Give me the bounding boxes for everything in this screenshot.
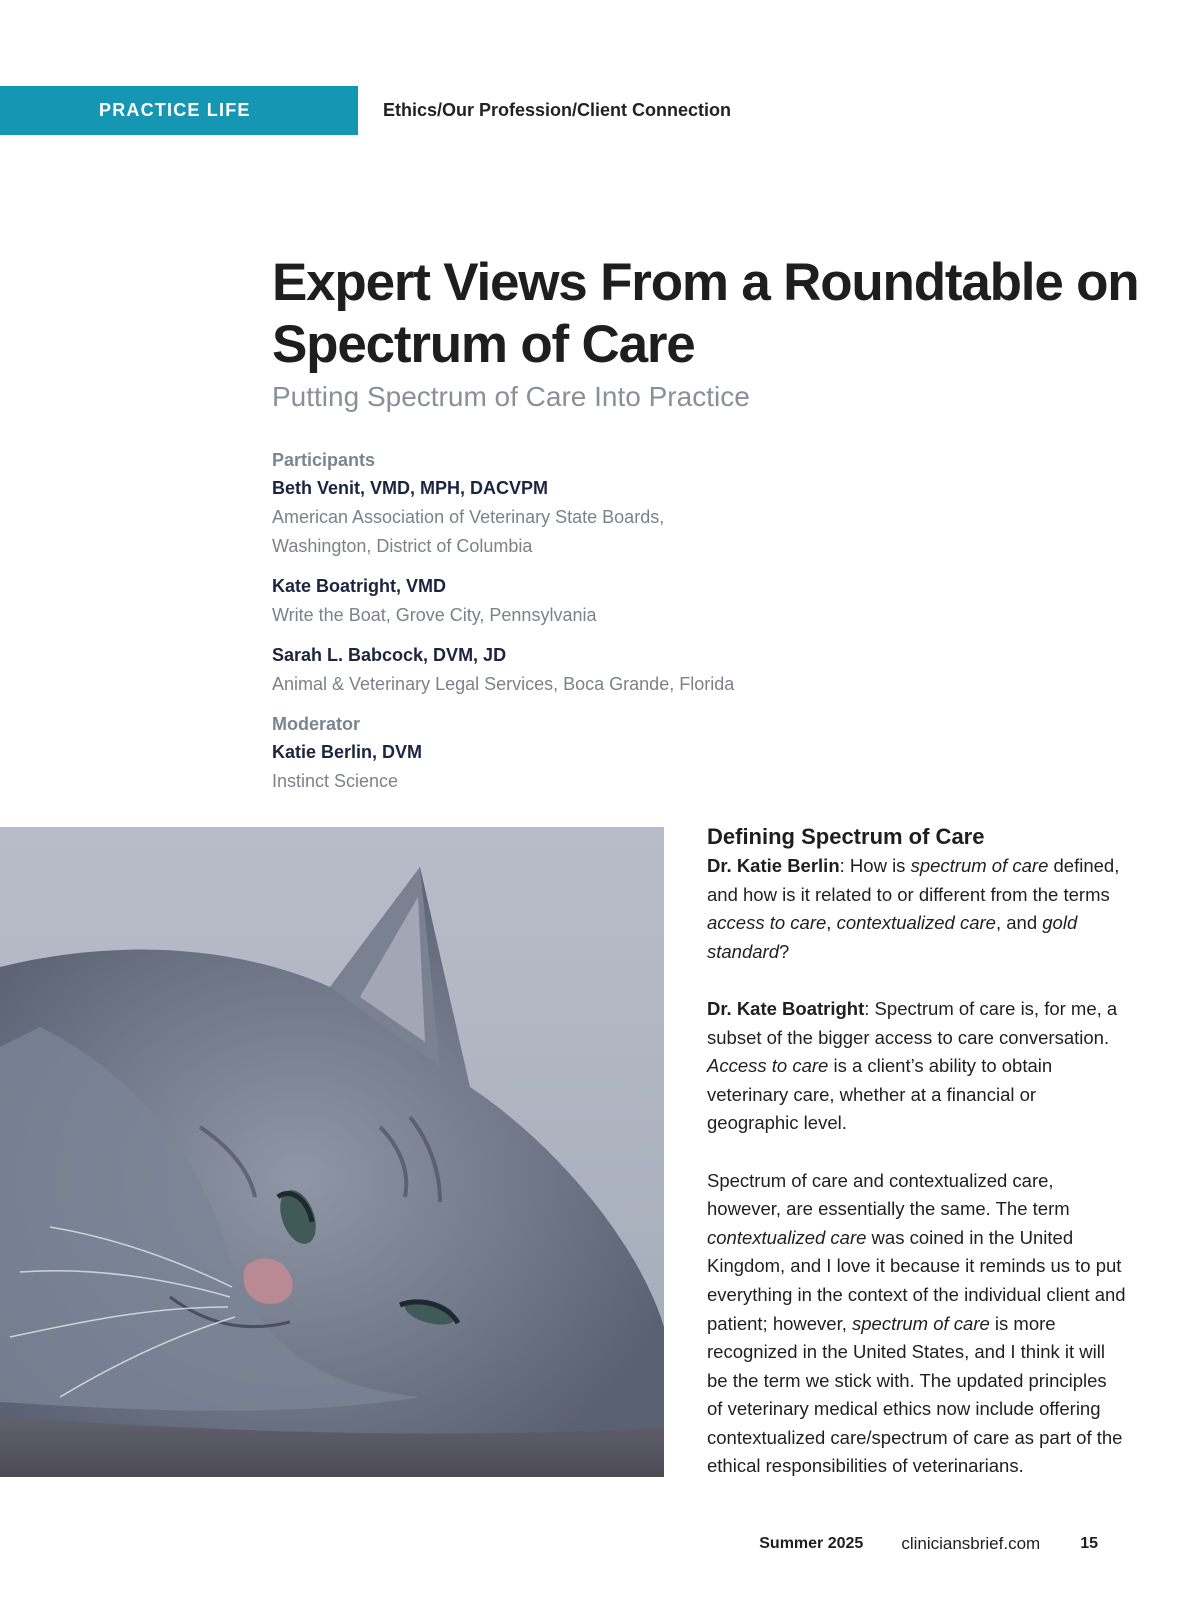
term-italic: Access to care: [707, 1055, 829, 1077]
site-link[interactable]: cliniciansbrief.com: [901, 1534, 1041, 1553]
body-text: ,: [826, 912, 837, 934]
participant-affiliation: American Association of Veterinary State Boards, Washington, District of Columbia: [272, 507, 665, 556]
participant-affiliation: Animal & Veterinary Legal Services, Boca Grande, Florida: [272, 674, 735, 694]
body-text: is more recognized in the United States, and I think it will be the term we stick with. The updated principles of veterinary medical ethics now include offering contextualized care/spectrum of care as part of the ethical responsibilities of veterinarians.: [707, 1312, 1123, 1477]
article-body: [707, 822, 1127, 1510]
body-text: , and: [995, 912, 1043, 934]
participants-label: Participants: [272, 450, 376, 470]
body-text: ?: [779, 940, 790, 962]
page-number: 15: [1080, 1535, 1098, 1552]
participant-affiliation: Write the Boat, Grove City, Pennsylvania: [272, 605, 597, 625]
issue-label: Summer 2025: [759, 1535, 864, 1552]
body-text: Spectrum of care and contextualized care, however, are essentially the same. The term: [707, 1169, 1070, 1220]
body-text: is a client’s ability to obtain veterinary care, whether at a financial or geographic level.: [707, 1055, 1053, 1134]
body-paragraph: [707, 1167, 1127, 1482]
section-heading: Defining Spectrum of Care: [707, 824, 985, 849]
article-title: Expert Views From a Roundtable on Spectrum of Care: [272, 253, 1139, 374]
answer-paragraph: [707, 995, 1127, 1138]
term-italic: spectrum of care: [852, 1312, 990, 1334]
body-text: was coined in the United Kingdom, and I love it because it reminds us to put everything in the context of the individual client and patient; however,: [707, 1226, 1126, 1334]
article-subtitle: Putting Spectrum of Care Into Practice: [272, 381, 750, 412]
page-footer: [759, 1534, 1098, 1554]
participant-name: Sarah L. Babcock, DVM, JD: [272, 645, 507, 665]
participant-name: Kate Boatright, VMD: [272, 576, 447, 596]
term-italic: contextualized care: [836, 912, 996, 934]
cat-photo: [0, 827, 664, 1477]
term-italic: contextualized care: [707, 1226, 867, 1248]
section-label: PRACTICE LIFE: [0, 86, 358, 135]
participants-block: [272, 446, 912, 796]
moderator-name: Katie Berlin, DVM: [272, 742, 423, 762]
speaker-name: Dr. Kate Boatright: [707, 997, 865, 1019]
moderator-label: Moderator: [272, 714, 361, 734]
question-paragraph: [707, 852, 1127, 966]
participant-name: Beth Venit, VMD, MPH, DACVPM: [272, 478, 549, 498]
body-text: : How is: [839, 855, 911, 876]
term-italic: access to care: [707, 912, 827, 934]
speaker-name: Dr. Katie Berlin: [707, 855, 840, 876]
term-italic: gold standard: [707, 912, 1078, 962]
section-tags: Ethics/Our Profession/Client Connection: [383, 100, 732, 120]
term-italic: spectrum of care: [910, 855, 1049, 876]
body-text: : Spectrum of care is, for me, a subset of the bigger access to care conversation.: [707, 997, 1118, 1048]
moderator-affiliation: Instinct Science: [272, 771, 399, 791]
body-text: defined, and how is it related to or different from the terms: [707, 855, 1120, 905]
cat-illustration: [0, 827, 664, 1477]
